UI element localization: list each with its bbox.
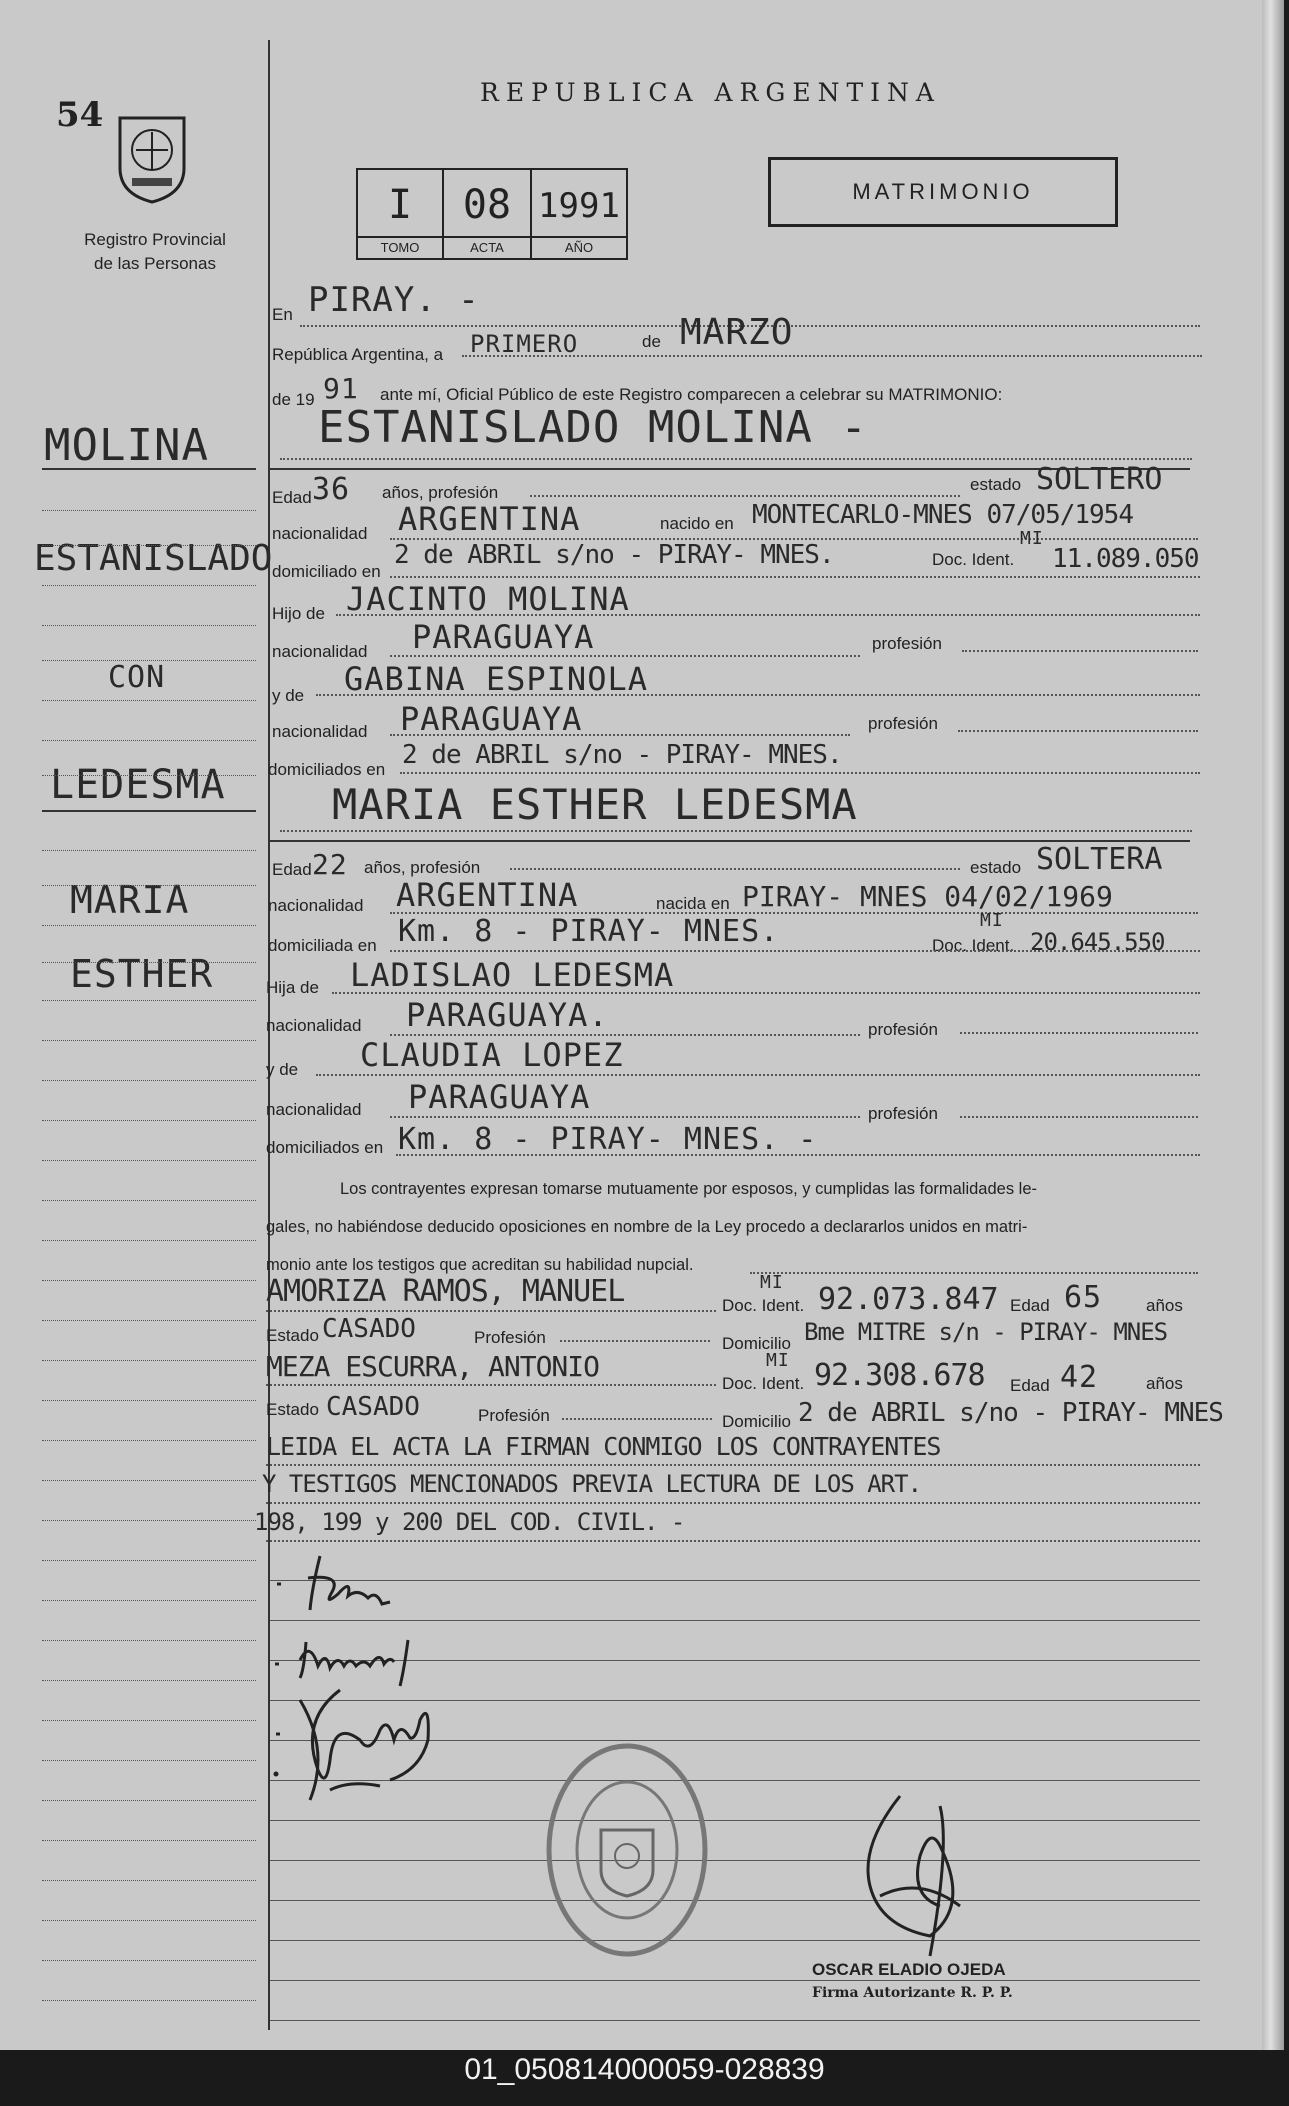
bride-father: LADISLAO LEDESMA [350, 956, 675, 994]
bride-mother: CLAUDIA LOPEZ [360, 1036, 624, 1074]
doc-ident-label: Doc. Ident. [932, 550, 1015, 569]
page-number: 54 [56, 95, 104, 135]
year-suffix: 91 [323, 372, 359, 405]
groom-domiciliados: 2 de ABRIL s/no - PIRAY- MNES. [402, 740, 842, 770]
margin-surname-groom: MOLINA [44, 420, 209, 471]
witness-2-doc: 92.308.678 [814, 1358, 985, 1393]
w2-edad-label: Edad [1010, 1376, 1050, 1395]
witness-1-doc: 92.073.847 [818, 1282, 999, 1317]
groom-signature-icon [272, 1548, 472, 1618]
bride-name: MARIA ESTHER LEDESMA [332, 780, 858, 829]
bride-age: 22 [312, 848, 348, 881]
groom-mother-nac: PARAGUAYA [400, 700, 583, 738]
closing-note-3: 198, 199 y 200 DEL COD. CIVIL. - [254, 1508, 685, 1536]
acta-box: 08 ACTA [442, 168, 532, 260]
groom-name: ESTANISLADO MOLINA - [318, 402, 868, 453]
witness-2-domicilio: 2 de ABRIL s/no - PIRAY- MNES [798, 1398, 1223, 1428]
nacida-label: nacida en [656, 894, 730, 913]
witness-2-age: 42 [1060, 1360, 1099, 1395]
w1-estado-label: Estado [266, 1326, 319, 1345]
w2-doc-ident-label: Doc. Ident. [722, 1374, 805, 1393]
groom-father-nac: PARAGUAYA [412, 618, 595, 656]
bride-doc-prefix: MI [980, 910, 1004, 931]
closing-note-2: Y TESTIGOS MENCIONADOS PREVIA LECTURA DE LOS ART. [262, 1470, 922, 1498]
nacionalidad-label-3: nacionalidad [272, 722, 368, 741]
nacionalidad-label: nacionalidad [272, 524, 368, 543]
bride-domiciliados: Km. 8 - PIRAY- MNES. - [398, 1122, 818, 1157]
estado-label: estado [970, 475, 1022, 494]
witness-1-estado: CASADO [322, 1314, 416, 1344]
margin-surname-bride: LEDESMA [50, 762, 226, 808]
witnesses-signature-icon [270, 1680, 470, 1810]
witness-1-doc-prefix: MI [760, 1272, 784, 1293]
groom-estado: SOLTERO [1036, 462, 1163, 497]
edad-label: Edad [272, 488, 312, 507]
groom-nacionalidad: ARGENTINA [398, 500, 581, 538]
officer-title: Firma Autorizante R. P. P. [812, 1985, 1013, 2001]
domiciliados-label-2: domiciliados en [266, 1138, 384, 1157]
w1-doc-ident-label: Doc. Ident. [722, 1296, 805, 1315]
bride-estado: SOLTERA [1036, 842, 1163, 877]
w1-edad-label: Edad [1010, 1296, 1050, 1315]
w2-estado-label: Estado [266, 1400, 319, 1419]
witness-2-name: MEZA ESCURRA, ANTONIO [266, 1350, 600, 1383]
statement-line-1: Los contrayentes expresan tomarse mutuamente por esposos, y cumplidas las formalidades le- [340, 1180, 1038, 1198]
witness-2-doc-prefix: MI [766, 1350, 790, 1371]
groom-mother: GABINA ESPINOLA [344, 660, 648, 698]
ante-text: ante mí, Oficial Público de este Registro comparecen a celebrar su MATRIMONIO: [380, 385, 1003, 404]
margin-name-groom: ESTANISLADO [34, 538, 273, 579]
margin-name2-bride: ESTHER [70, 952, 214, 996]
anios-prof-label-2: años, profesión [364, 858, 481, 877]
de-label: de [642, 332, 661, 351]
margin-name-bride: MARIA [70, 878, 190, 922]
registry-name: Registro Provincial de las Personas [84, 230, 226, 273]
profesion-label: profesión [872, 634, 942, 653]
domiciliado-label: domiciliado en [272, 562, 381, 581]
day: PRIMERO [470, 330, 579, 358]
profesion-label-2: profesión [868, 714, 938, 733]
bride-nacionalidad: ARGENTINA [396, 876, 579, 914]
w2-domicilio-label: Domicilio [722, 1412, 791, 1431]
estado-label-2: estado [970, 858, 1022, 877]
footer-code: 01_050814000059-028839 [464, 2053, 825, 2086]
republica-label: República Argentina, a [272, 345, 444, 364]
nacionalidad-label-4: nacionalidad [268, 896, 364, 915]
witness-1-age: 65 [1064, 1280, 1103, 1315]
country-title: REPUBLICA ARGENTINA [480, 78, 941, 107]
nacionalidad-label-5: nacionalidad [266, 1016, 362, 1035]
month: MARZO [680, 312, 794, 353]
en-label: En [272, 305, 293, 324]
page-edge [1262, 0, 1284, 2050]
nacido-label: nacido en [660, 514, 734, 533]
bride-doc: 20.645.550 [1030, 928, 1165, 956]
de19-label: de 19 [272, 390, 315, 409]
witness-1-name: AMORIZA RAMOS, MANUEL [266, 1274, 625, 1309]
place: PIRAY. - [308, 280, 480, 320]
doc-ident-label-2: Doc. Ident. [932, 936, 1015, 955]
groom-domicilio: 2 de ABRIL s/no - PIRAY- MNES. [394, 540, 834, 570]
closing-note-1: LEIDA EL ACTA LA FIRMAN CONMIGO LOS CONTRAYENTES [266, 1432, 941, 1461]
bride-mother-nac: PARAGUAYA [408, 1078, 591, 1116]
anio-box: 1991 AÑO [530, 168, 628, 260]
profesion-label-4: profesión [868, 1104, 938, 1123]
provincial-seal-icon [112, 108, 192, 204]
profesion-label-3: profesión [868, 1020, 938, 1039]
nacionalidad-label-6: nacionalidad [266, 1100, 362, 1119]
witness-2-estado: CASADO [326, 1392, 420, 1422]
w2-anios-label: años [1146, 1374, 1183, 1393]
edad-label-2: Edad [272, 860, 312, 879]
tomo-box: I TOMO [356, 168, 444, 260]
groom-doc: 11.089.050 [1052, 544, 1199, 574]
w1-profesion-label: Profesión [474, 1328, 546, 1347]
w2-profesion-label: Profesión [478, 1406, 550, 1425]
statement-line-3: monio ante los testigos que acreditan su habilidad nupcial. [266, 1256, 694, 1274]
w1-domicilio-label: Domicilio [722, 1334, 791, 1353]
officer-name: OSCAR ELADIO OJEDA [812, 1960, 1006, 1979]
groom-doc-prefix: MI [1020, 528, 1044, 549]
hijo-label: Hijo de [272, 604, 325, 623]
groom-father: JACINTO MOLINA [346, 580, 630, 618]
groom-age: 36 [312, 472, 351, 507]
groom-nacido: MONTECARLO-MNES 07/05/1954 [752, 500, 1133, 530]
bride-father-nac: PARAGUAYA. [406, 996, 609, 1034]
nacionalidad-label-2: nacionalidad [272, 642, 368, 661]
record-type: MATRIMONIO [768, 157, 1118, 227]
domiciliada-label: domiciliada en [268, 936, 377, 955]
margin-con: CON [108, 660, 166, 695]
officer-signature-icon [840, 1786, 990, 1966]
y-de-label-2: y de [266, 1060, 299, 1079]
statement-line-2: gales, no habiéndose deducido oposiciones en nombre de la Ley procedo a declararlos unidos en matri- [266, 1218, 1028, 1236]
witness-1-domicilio: Bme MITRE s/n - PIRAY- MNES [804, 1318, 1168, 1346]
registry-stamp-icon [545, 1740, 710, 1960]
y-de-label: y de [272, 686, 305, 705]
domiciliados-label: domiciliados en [268, 760, 386, 779]
bride-domicilio: Km. 8 - PIRAY- MNES. [398, 914, 780, 949]
w1-anios-label: años [1146, 1296, 1183, 1315]
anios-prof-label: años, profesión [382, 483, 499, 502]
bride-nacida: PIRAY- MNES 04/02/1969 [742, 880, 1113, 913]
hija-label: Hija de [266, 978, 319, 997]
